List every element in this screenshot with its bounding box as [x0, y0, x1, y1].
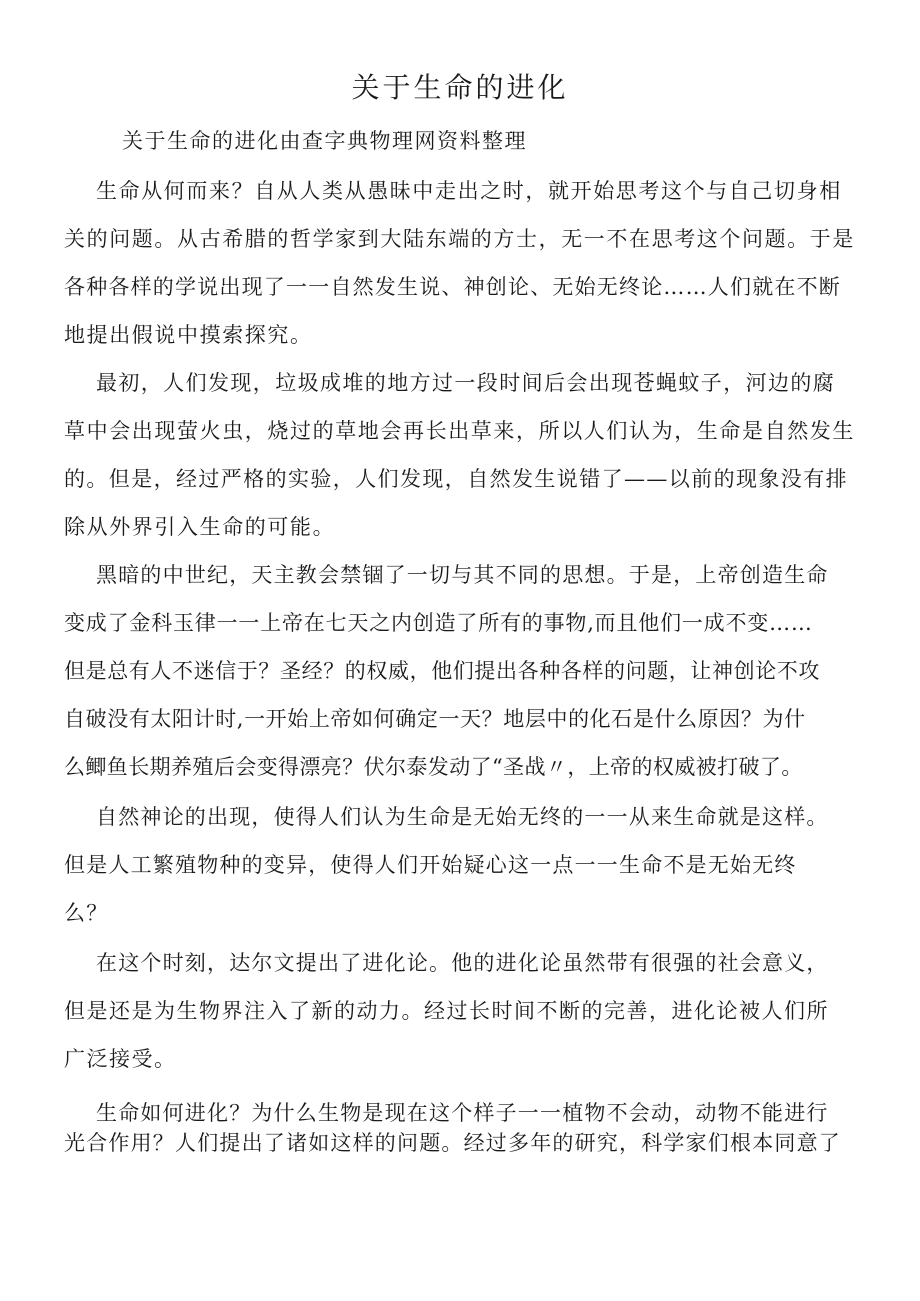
document-title: 关于生命的进化	[351, 71, 569, 104]
paragraph-line: 生命如何进化？为什么生物是现在这个样子一一植物不会动，动物不能进行	[96, 1101, 829, 1125]
paragraph-line: 在这个时刻，达尔文提出了进化论。他的进化论虽然带有很强的社会意义，	[96, 951, 829, 975]
paragraph-line: 草中会出现萤火虫，烧过的草地会再长出草来，所以人们认为，生命是自然发生	[64, 419, 855, 443]
paragraph-line: 但是总有人不迷信于？圣经？的权威，他们提出各种各样的问题，让神创论不攻	[64, 659, 820, 683]
paragraph-line: 但是人工繁殖物种的变异，使得人们开始疑心这一点一一生命不是无始无终	[64, 853, 797, 877]
paragraph-line: 但是还是为生物界注入了新的动力。经过长时间不断的完善，进化论被人们所	[64, 999, 829, 1023]
paragraph-line: 黑暗的中世纪，天主教会禁锢了一切与其不同的思想。于是，上帝创造生命	[96, 563, 829, 587]
paragraph-line: 自然神论的出现，使得人们认为生命是无始无终的一一从来生命就是这样。	[96, 805, 829, 829]
paragraph-line: 么？	[64, 901, 109, 925]
paragraph-line: 的。但是，经过严格的实验，人们发现，自然发生说错了——以前的现象没有排	[64, 467, 848, 491]
paragraph-line: 广泛接受。	[64, 1047, 177, 1071]
paragraph-line: 么鲫鱼长期养殖后会变得漂亮？伏尔泰发动了“圣战〃，上帝的权威被打破了。	[64, 755, 803, 779]
paragraph-line: 地提出假说中摸索探究。	[64, 323, 313, 347]
paragraph-line: 除从外界引入生命的可能。	[64, 515, 336, 539]
paragraph-line: 生命从何而来？自从人类从愚昧中走出之时，就开始思考这个与自己切身相	[96, 179, 842, 203]
paragraph-line: 各种各样的学说出现了一一自然发生说、神创论、无始无终论……人们就在不断	[64, 275, 841, 299]
paragraph-line: 光合作用？人们提出了诸如这样的问题。经过多年的研究，科学家们根本同意了	[64, 1131, 841, 1155]
paragraph-line: 关的问题。从古希腊的哲学家到大陆东端的方士，无一不在思考这个问题。于是	[64, 227, 855, 251]
paragraph-line: 自破没有太阳计时,一开始上帝如何确定一天？地层中的化石是什么原因？为什	[64, 707, 806, 731]
paragraph-line: 变成了金科玉律一一上帝在七天之内创造了所有的事物,而且他们一成不变……	[64, 611, 813, 635]
paragraph-line: 最初，人们发现，垃圾成堆的地方过一段时间后会出现苍蝇蚊子，河边的腐	[96, 371, 836, 395]
document-subtitle: 关于生命的进化由查字典物理网资料整理	[122, 129, 527, 153]
